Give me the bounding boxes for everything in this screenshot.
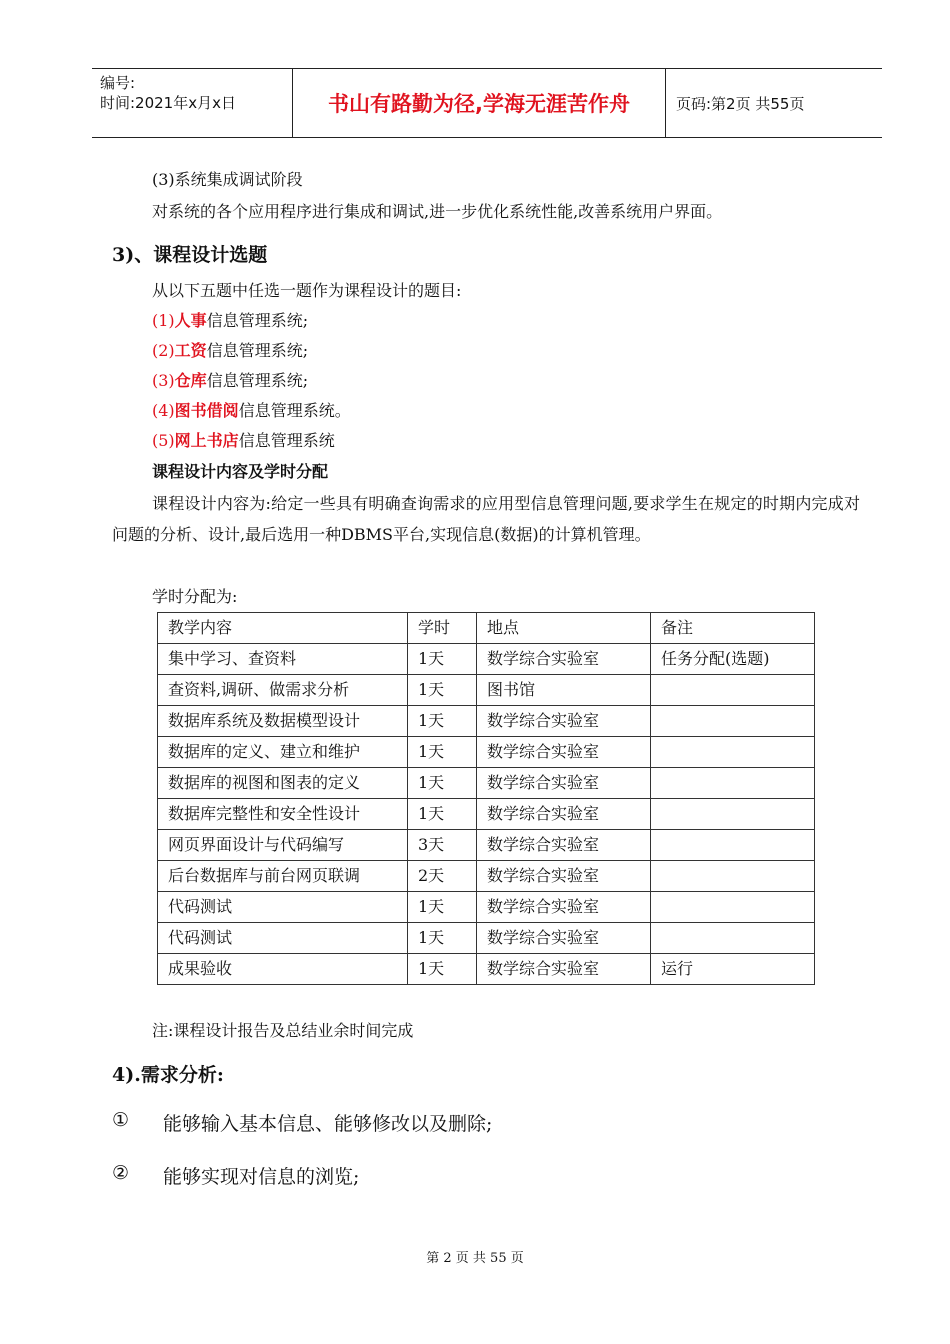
table-cell [651,799,815,830]
table-cell: 任务分配(选题) [651,644,815,675]
requirement-marker: ② [112,1162,130,1184]
table-cell: 数学综合实验室 [477,892,651,923]
table-cell: 网页界面设计与代码编写 [158,830,408,861]
table-cell: 1天 [408,799,477,830]
column-header: 备注 [651,613,815,644]
table-row [158,830,815,861]
table-row [158,799,815,830]
section3-subheading: 课程设计内容及学时分配 [152,462,329,481]
table-cell: 数学综合实验室 [477,706,651,737]
table-cell: 1天 [408,675,477,706]
table-cell: 数学综合实验室 [477,799,651,830]
table-cell: 1天 [408,706,477,737]
table-cell: 2天 [408,861,477,892]
table-row [158,861,815,892]
table-cell: 1天 [408,644,477,675]
column-header: 地点 [477,613,651,644]
table-row [158,675,815,706]
column-header: 教学内容 [158,613,408,644]
section3-intro: 从以下五题中任选一题作为课程设计的题目: [152,281,462,300]
topic-rest: 信息管理系统; [206,371,309,390]
table-cell [651,675,815,706]
header-motto: 书山有路勤为径,学海无涯苦作舟 [292,69,666,137]
page-footer: 第 2 页 共 55 页 [426,1251,524,1266]
topic-number: (4) [152,401,175,420]
table-cell: 数据库的视图和图表的定义 [158,768,408,799]
requirement-marker: ① [112,1109,130,1131]
topic-number: (2) [152,341,175,360]
section4-heading: 4).需求分析: [112,1064,224,1086]
table-cell: 图书馆 [477,675,651,706]
header-meta [100,73,236,113]
table-cell [651,861,815,892]
table-cell: 数学综合实验室 [477,861,651,892]
table-cell [651,768,815,799]
table-cell: 运行 [651,954,815,985]
topic-keyword: 人事 [174,311,207,330]
table-cell [651,923,815,954]
section3-content: 课程设计内容为:给定一些具有明确查询需求的应用型信息管理问题,要求学生在规定的时期内完成对问题的分析、设计,最后选用一种DBMS平台,实现信息(数据)的计算机管理。 [112,494,860,544]
table-cell: 数据库完整性和安全性设计 [158,799,408,830]
table-cell: 1天 [408,892,477,923]
topic-item [152,431,335,451]
stage3-title: (3)系统集成调试阶段 [152,170,303,189]
topic-keyword: 工资 [174,341,207,360]
table-row [158,768,815,799]
topic-number: (5) [152,431,175,450]
table-row [158,737,815,768]
table-header-row [158,613,815,644]
topic-item [152,401,351,421]
stage3-desc: 对系统的各个应用程序进行集成和调试,进一步优化系统性能,改善系统用户界面。 [152,202,723,221]
table-row [158,644,815,675]
table-note: 注:课程设计报告及总结业余时间完成 [152,1021,414,1040]
table-cell: 数学综合实验室 [477,644,651,675]
table-cell: 数据库的定义、建立和维护 [158,737,408,768]
table-cell: 3天 [408,830,477,861]
table-cell: 1天 [408,954,477,985]
table-cell [651,737,815,768]
table-cell: 代码测试 [158,923,408,954]
table-cell: 数学综合实验室 [477,923,651,954]
topic-rest: 信息管理系统。 [238,401,351,420]
topic-rest: 信息管理系统; [206,341,309,360]
table-row [158,706,815,737]
table-cell: 1天 [408,737,477,768]
topic-item [152,371,308,391]
time-label: 时间:2021年x月x日 [100,94,236,112]
topic-item [152,341,308,361]
table-cell: 后台数据库与前台网页联调 [158,861,408,892]
page-header [92,68,882,138]
table-cell [651,706,815,737]
schedule-table [157,612,815,985]
alloc-label: 学时分配为: [152,587,238,606]
number-label: 编号: [100,74,136,92]
topic-item [152,311,308,331]
table-row [158,954,815,985]
table-cell: 数学综合实验室 [477,737,651,768]
topic-keyword: 图书借阅 [174,401,239,420]
table-cell: 数学综合实验室 [477,954,651,985]
table-cell [651,892,815,923]
table-cell: 1天 [408,768,477,799]
table-cell: 查资料,调研、做需求分析 [158,675,408,706]
topic-rest: 信息管理系统; [206,311,309,330]
topic-number: (1) [152,311,175,330]
table-cell: 数据库系统及数据模型设计 [158,706,408,737]
topic-keyword: 仓库 [174,371,207,390]
header-page-label: 页码:第2页 共55页 [676,95,805,113]
requirement-text: 能够输入基本信息、能够修改以及删除; [163,1113,493,1135]
requirement-text: 能够实现对信息的浏览; [163,1166,360,1188]
topic-keyword: 网上书店 [174,431,239,450]
section3-heading: 3)、课程设计选题 [112,244,268,266]
table-cell: 集中学习、查资料 [158,644,408,675]
table-cell [651,830,815,861]
column-header: 学时 [408,613,477,644]
table-cell: 数学综合实验室 [477,830,651,861]
topic-rest: 信息管理系统 [238,431,335,450]
table-cell: 数学综合实验室 [477,768,651,799]
table-row [158,892,815,923]
table-cell: 1天 [408,923,477,954]
table-row [158,923,815,954]
table-cell: 成果验收 [158,954,408,985]
topic-number: (3) [152,371,175,390]
table-cell: 代码测试 [158,892,408,923]
